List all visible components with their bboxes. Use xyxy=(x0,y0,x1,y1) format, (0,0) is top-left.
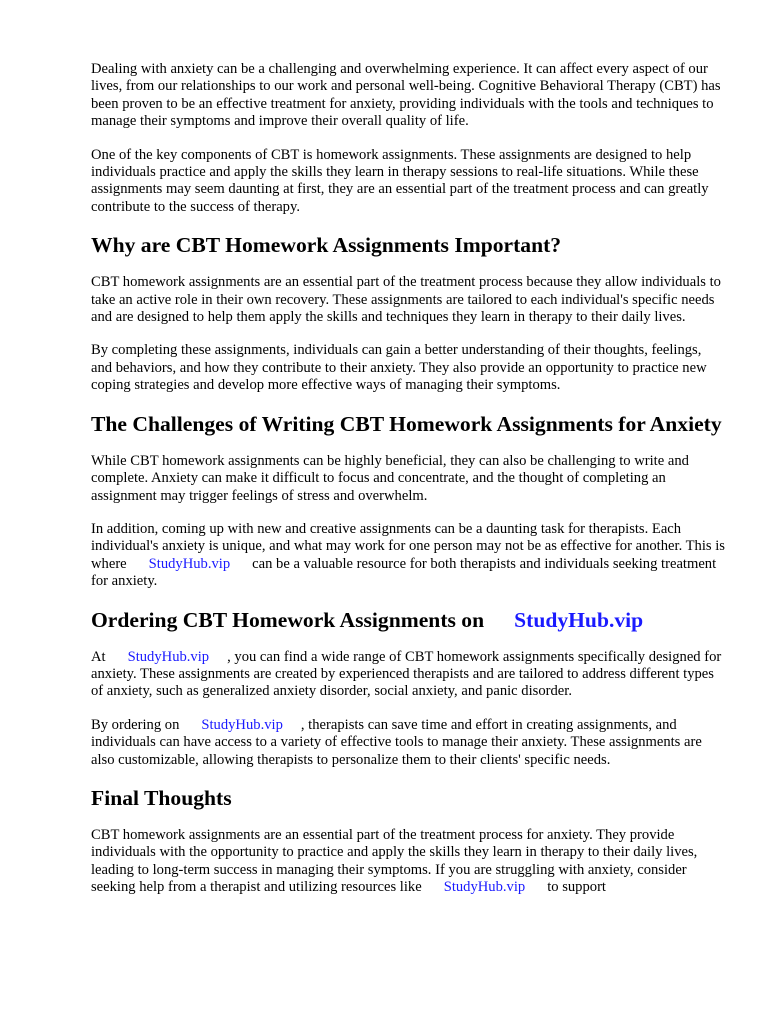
studyhub-link-3[interactable]: StudyHub.vip xyxy=(201,716,283,733)
challenges-paragraph-1: While CBT homework assignments can be highly beneficial, they can also be challenging to write and complete. Anxiety can make it difficult to focus and concentrate, and the thought of completing an assignment may trigger feelings of stress and overwhelm. xyxy=(91,452,689,504)
ordering-text-b: , you can find a wide range of CBT homework assignments specifically designed for anxiety. These assignments are created by experienced therapists and are tailored to address different types of anxiety, such as generalized anxiety disorder, social anxiety, and panic disorder. xyxy=(91,648,722,700)
studyhub-link-4[interactable]: StudyHub.vip xyxy=(443,879,526,896)
intro-paragraph-2: One of the key components of CBT is homework assignments. These assignments are designed to help individuals practice and apply the skills they learn in therapy sessions to real-life situations. While these assignments may seem daunting at first, they are an essential part of the treatment process and can greatly contribute to the success of therapy. xyxy=(91,146,709,215)
studyhub-link-2[interactable]: StudyHub.vip xyxy=(127,648,210,665)
heading-ordering xyxy=(91,607,726,633)
ordering-paragraph-1 xyxy=(91,649,726,701)
heading-final-thoughts: Final Thoughts xyxy=(91,785,232,810)
heading-challenges: The Challenges of Writing CBT Homework Assignments for Anxiety xyxy=(91,411,722,436)
important-paragraph-1: CBT homework assignments are an essential part of the treatment process because they allow individuals to take an active role in their own recovery. These assignments are tailored to each individual's specific needs and are designed to help them apply the skills and techniques they learn in therapy to their daily lives. xyxy=(91,274,721,326)
heading-ordering-text: Ordering CBT Homework Assignments on xyxy=(91,607,485,632)
studyhub-link-1[interactable]: StudyHub.vip xyxy=(148,555,231,572)
important-paragraph-2: By completing these assignments, individuals can gain a better understanding of their thoughts, feelings, and behaviors, and how they contribute to their anxiety. They also provide an opportunity to practice new coping strategies and develop more effective ways of managing their symptoms. xyxy=(91,342,707,394)
ordering2-text-b: , therapists can save time and effort in creating assignments, and individuals can have access to a variety of effective tools to manage their anxiety. These assignments are also customizable, allowing therapists to personalize them to their clients' specific needs. xyxy=(91,716,702,768)
final-text-b: to support xyxy=(547,879,606,896)
final-text-a: CBT homework assignments are an essential part of the treatment process for anxiety. They provide individuals with the opportunity to practice and apply the skills they learn in therapy to their daily lives, leading to long-term success in managing their symptoms. If you are struggling with anxiety, consider seeking help from a therapist and utilizing resources like xyxy=(91,826,698,896)
ordering-text-a: At xyxy=(91,648,106,665)
final-paragraph-1 xyxy=(91,827,726,897)
intro-paragraph-1: Dealing with anxiety can be a challenging and overwhelming experience. It can affect every aspect of our lives, from our relationships to our work and personal well-being. Cognitive Behavioral Therapy (CBT) has been proven to be an effective treatment for anxiety, providing individuals with the tools and techniques to manage their symptoms and improve their overall quality of life. xyxy=(91,61,721,130)
heading-why-important: Why are CBT Homework Assignments Important? xyxy=(91,233,562,258)
challenges-text-b: can be a valuable resource for both therapists and individuals seeking treatment for anxiety. xyxy=(91,555,717,590)
document-page xyxy=(91,61,726,913)
ordering2-text-a: By ordering on xyxy=(91,716,180,733)
ordering-paragraph-2 xyxy=(91,717,726,769)
challenges-paragraph-2 xyxy=(91,521,726,591)
challenges-text-a: In addition, coming up with new and creative assignments can be a daunting task for therapists. Each individual's anxiety is unique, and what may work for one person may not be as effective for another. This is where xyxy=(91,520,725,572)
studyhub-heading-link[interactable]: StudyHub.vip xyxy=(514,607,644,632)
